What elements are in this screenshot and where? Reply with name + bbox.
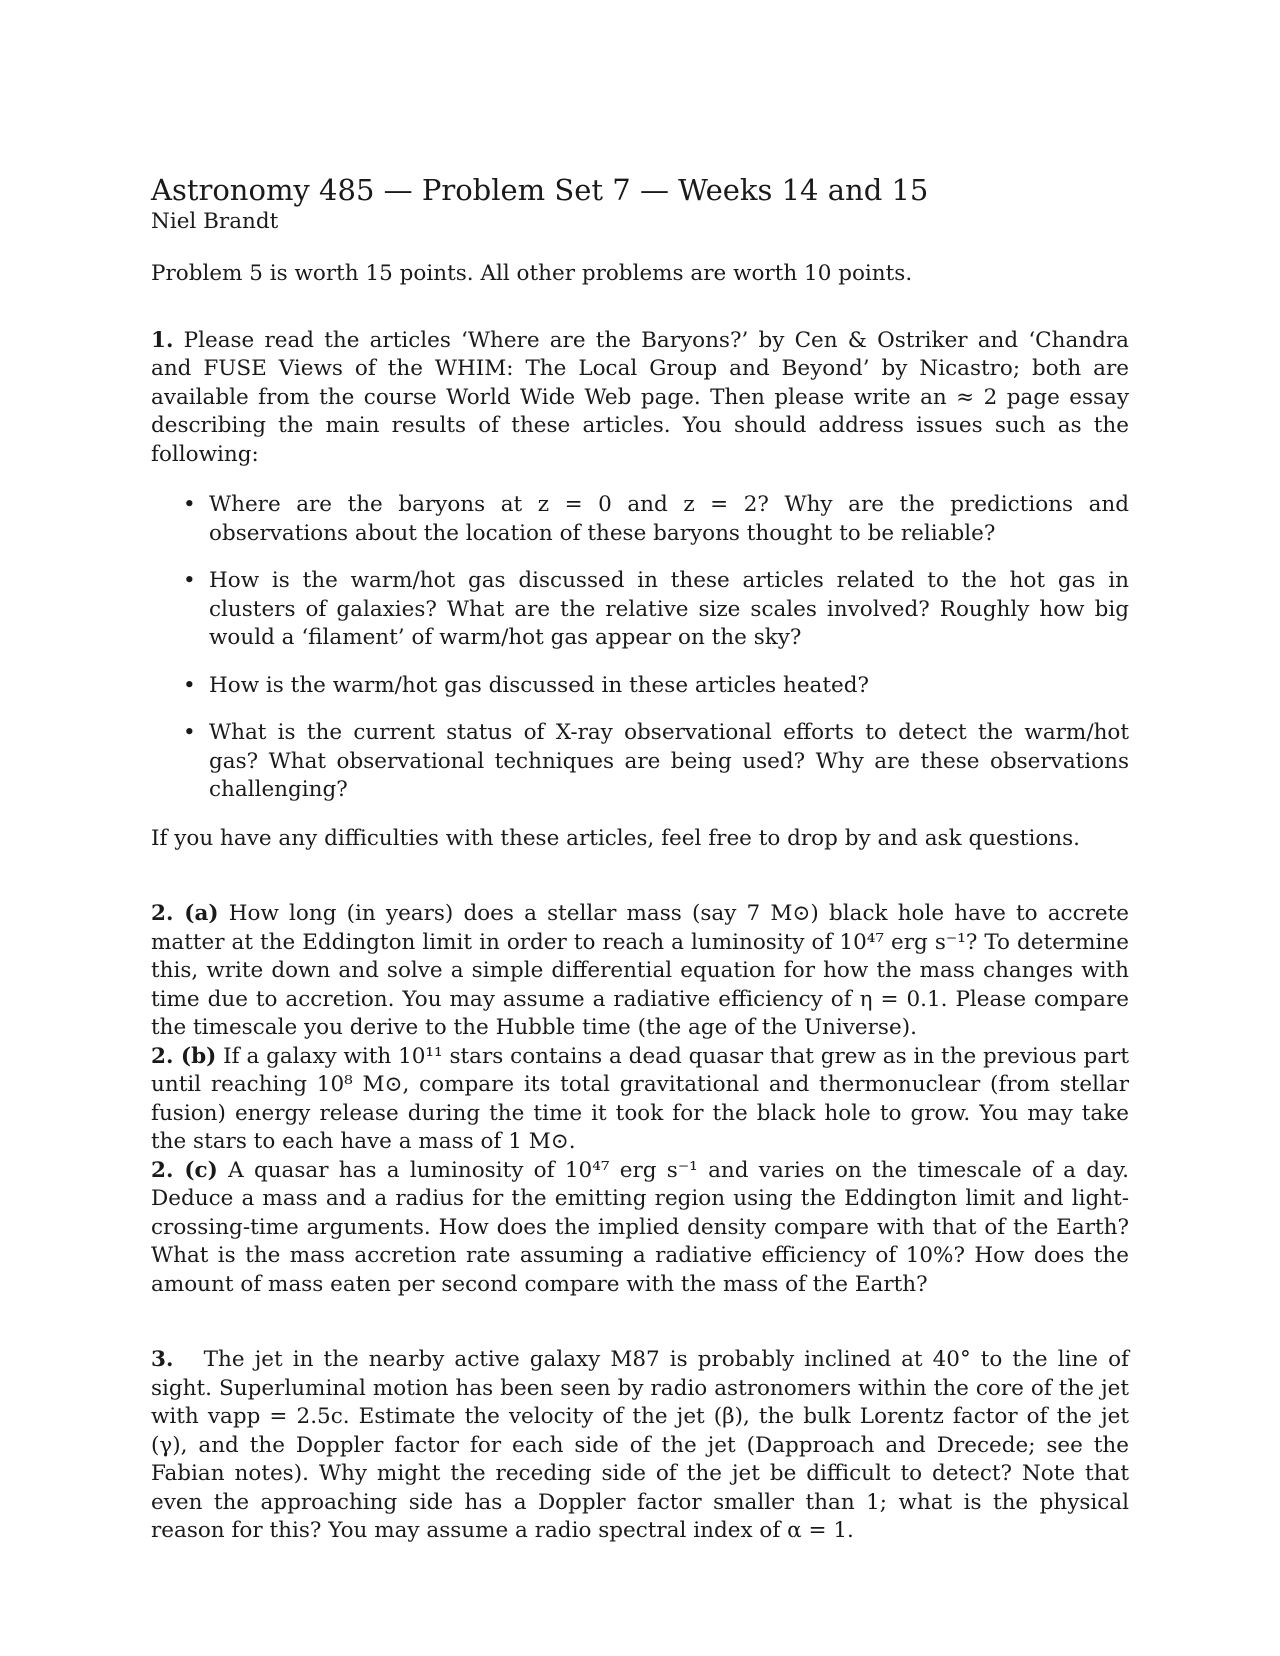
problem-2 bbox=[151, 900, 1129, 1299]
list-item: • How is the warm/hot gas discussed in these articles heated? bbox=[209, 672, 1129, 701]
author-name: Niel Brandt bbox=[151, 209, 279, 234]
problem-3-body bbox=[151, 1346, 1129, 1546]
problem-2c bbox=[151, 1157, 1129, 1300]
problem-1-closing: If you have any difficulties with these articles, feel free to drop by and ask questions. bbox=[151, 825, 1080, 851]
problem-1-bullet-list bbox=[151, 491, 1129, 805]
list-item: • Where are the baryons at z = 0 and z = 2? Why are the predictions and observations about the location of these baryons thought to be reliable? bbox=[183, 492, 1129, 546]
bullet-icon: • bbox=[183, 720, 196, 745]
problem-3-number: 3. bbox=[151, 1347, 174, 1372]
problem-2b bbox=[151, 1043, 1129, 1157]
bullet-icon: • bbox=[183, 672, 196, 698]
page-title: Astronomy 485 — Problem Set 7 — Weeks 14 and 15 bbox=[151, 173, 929, 207]
problem-2b-text: If a galaxy with 10¹¹ stars contains a dead quasar that grew as in the previous part until reaching 10⁸ M⊙, compare its total gravitational and thermonuclear (from stellar fusion) energy release during the time it took for the black hole to grow. You may take the stars to each have a mass of 1 M⊙. bbox=[151, 1043, 1129, 1154]
problem-1-number: 1. bbox=[151, 327, 174, 353]
problem-3 bbox=[151, 1346, 1129, 1546]
problem-2c-text: A quasar has a luminosity of 10⁴⁷ erg s⁻¹ and varies on the timescale of a day. Deduce a mass and a radius for the emitting region using the Eddington limit and light-crossing-time arguments. How does the implied density compare with that of the Earth? What is the mass accretion rate assuming a radiative efficiency of 10%? How does the amount of mass eaten per second compare with the mass of the Earth? bbox=[151, 1157, 1129, 1297]
problem-3-text: The jet in the nearby active galaxy M87 is probably inclined at 40° to the line of sight. Superluminal motion has been seen by radio astronomers within the core of the jet with vapp = 2.5c. Estimate the velocity of the jet (β), the bulk Lorentz factor of the jet (γ), and the Doppler factor for each side of the jet (Dapproach and Drecede; see the Fabian notes). Why might the receding side of the jet be difficult to detect? Note that even the approaching side has a Doppler factor smaller than 1; what is the physical reason for this? You may assume a radio spectral index of α = 1. bbox=[151, 1347, 1129, 1543]
problem-2a bbox=[151, 900, 1129, 1043]
bullet-icon: • bbox=[183, 568, 196, 593]
document-page bbox=[151, 172, 1129, 1546]
problem-2b-label: 2. (b) bbox=[151, 1043, 217, 1069]
problem-2a-text: How long (in years) does a stellar mass (say 7 M⊙) black hole have to accrete matter at the Eddington limit in order to reach a luminosity of 10⁴⁷ erg s⁻¹? To determine this, write down and solve a simple differential equation for how the mass changes with time due to accretion. You may assume a radiative efficiency of η = 0.1. Please compare the timescale you derive to the Hubble time (the age of the Universe). bbox=[151, 901, 1129, 1040]
problem-2a-label: 2. (a) bbox=[151, 901, 219, 926]
bullet-icon: • bbox=[183, 492, 196, 517]
problem-1-intro bbox=[151, 327, 1129, 470]
points-note: Problem 5 is worth 15 points. All other problems are worth 10 points. bbox=[151, 261, 913, 286]
problem-2c-label: 2. (c) bbox=[151, 1157, 218, 1183]
problem-1-text: Please read the articles ‘Where are the Baryons?’ by Cen & Ostriker and ‘Chandra and FUSE Views of the WHIM: The Local Group and Beyond’ by Nicastro; both are available from the course World Wide Web page. Then please write an ≈ 2 page essay describing the main results of these articles. You should address issues such as the following: bbox=[151, 327, 1129, 467]
problem-1 bbox=[151, 327, 1129, 854]
list-item: • What is the current status of X-ray observational efforts to detect the warm/hot gas? What observational techniques are being used? Why are these observations challenging? bbox=[183, 720, 1129, 802]
list-item: • How is the warm/hot gas discussed in these articles related to the hot gas in clusters of galaxies? What are the relative size scales involved? Roughly how big would a ‘filament’ of warm/hot gas appear on the sky? bbox=[183, 568, 1129, 650]
